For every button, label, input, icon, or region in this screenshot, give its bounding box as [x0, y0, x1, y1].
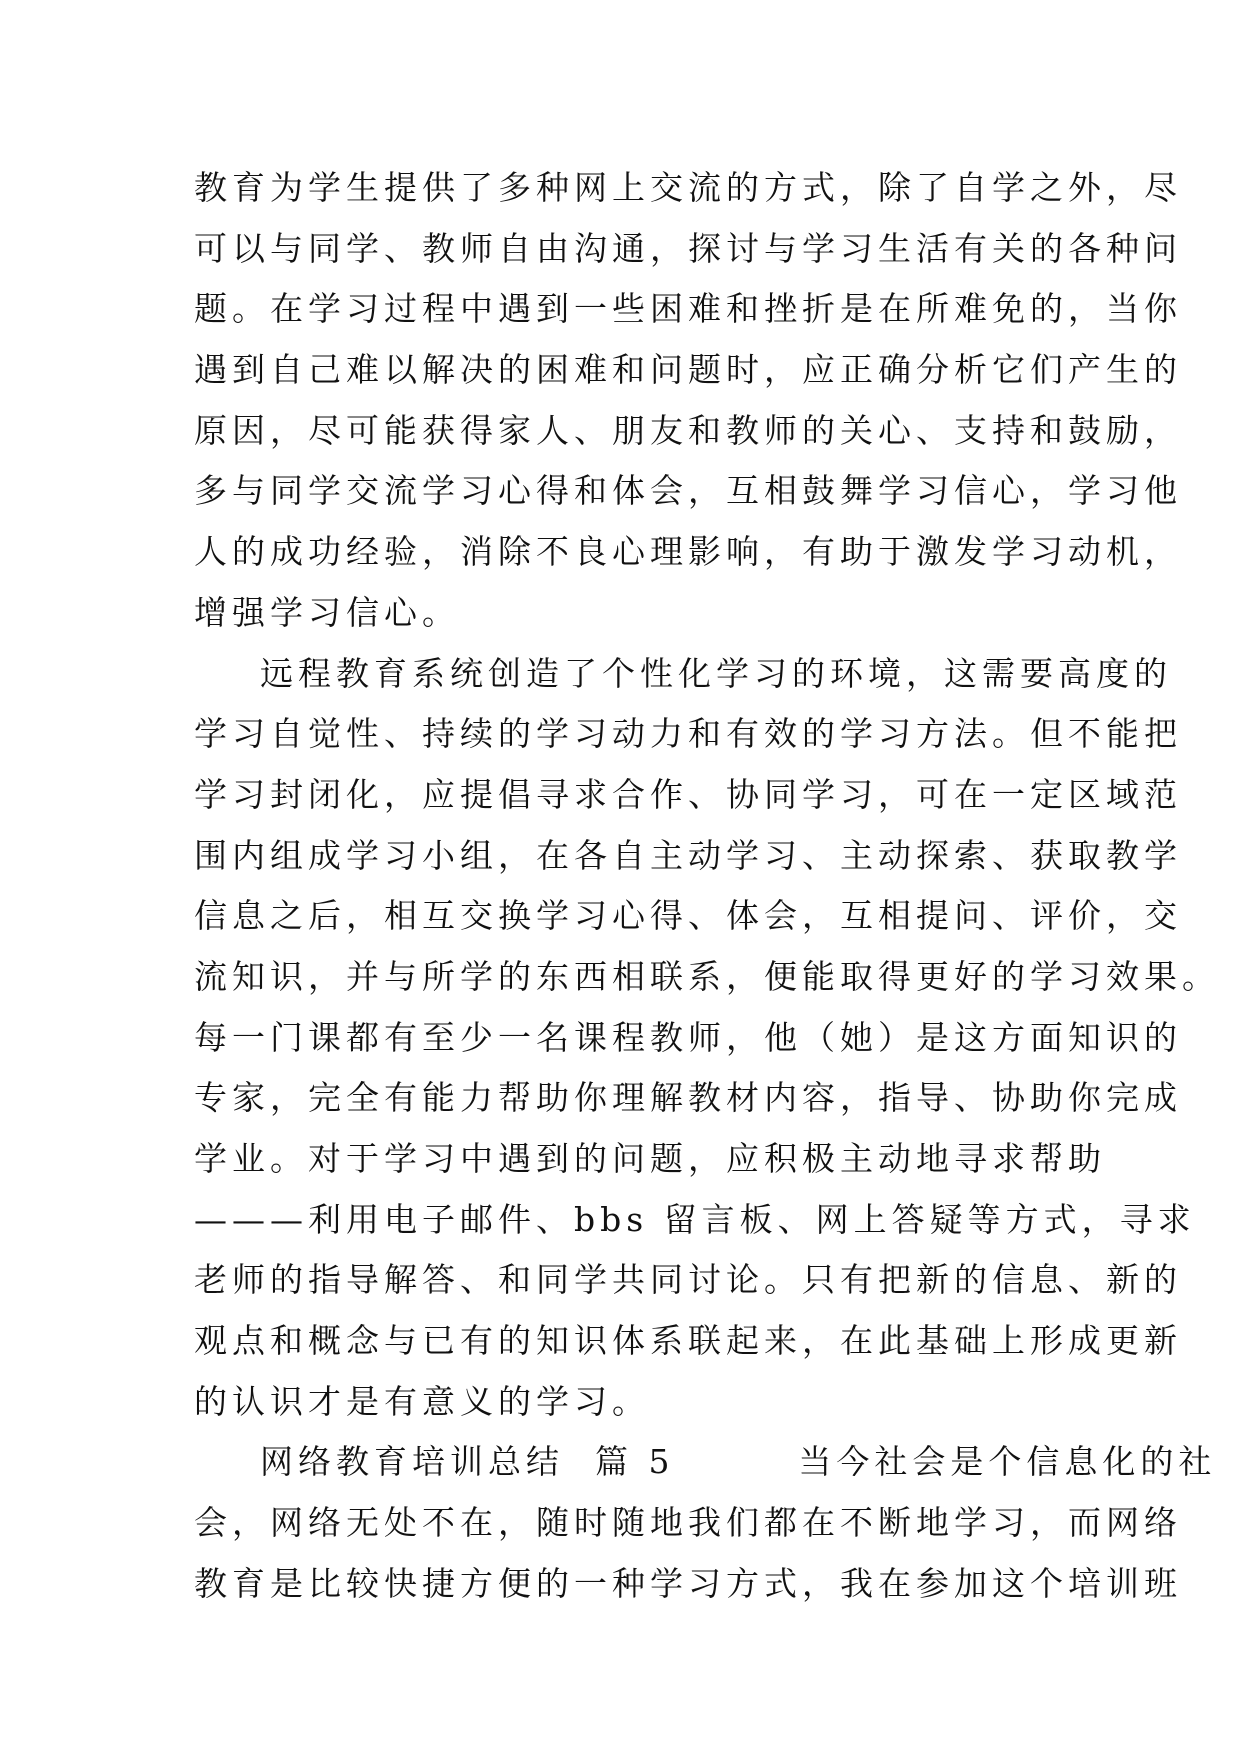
text-line: 原因，尽可能获得家人、朋友和教师的关心、支持和鼓励，	[194, 410, 1182, 450]
text-line: 围内组成学习小组，在各自主动学习、主动探索、获取教学	[194, 835, 1182, 875]
text-line: 专家，完全有能力帮助你理解教材内容，指导、协助你完成	[194, 1078, 1182, 1118]
text-line: 学习封闭化，应提倡寻求合作、协同学习，可在一定区域范	[194, 774, 1182, 814]
text-line: 会，网络无处不在，随时随地我们都在不断地学习，而网络	[194, 1503, 1182, 1543]
text-line: 老师的指导解答、和同学共同讨论。只有把新的信息、新的	[194, 1260, 1182, 1300]
text-line: 题。在学习过程中遇到一些困难和挫折是在所难免的，当你	[194, 289, 1182, 329]
text-line: 教育是比较快捷方便的一种学习方式，我在参加这个培训班	[194, 1563, 1182, 1603]
text-line: 多与同学交流学习心得和体会，互相鼓舞学习信心，学习他	[194, 471, 1182, 511]
text-line: 观点和概念与已有的知识体系联起来，在此基础上形成更新	[194, 1321, 1182, 1361]
text-line: 学业。对于学习中遇到的问题，应积极主动地寻求帮助	[194, 1139, 1106, 1178]
text-line: 的认识才是有意义的学习。	[194, 1381, 650, 1421]
text-line: 教育为学生提供了多种网上交流的方式，除了自学之外，尽	[194, 168, 1182, 207]
text-line: 人的成功经验，消除不良心理影响，有助于激发学习动机，	[194, 532, 1182, 572]
text-line: ———利用电子邮件、bbs 留言板、网上答疑等方式，寻求	[194, 1199, 1196, 1239]
paragraph-first-line: 远程教育系统创造了个性化学习的环境，这需要高度的	[260, 653, 1172, 693]
body-text	[194, 158, 1220, 1615]
text-line: 遇到自己难以解决的困难和问题时，应正确分析它们产生的	[194, 350, 1182, 390]
text-line: 信息之后，相互交换学习心得、体会，互相提问、评价，交	[194, 896, 1182, 936]
text-line: 学习自觉性、持续的学习动力和有效的学习方法。但不能把	[194, 714, 1182, 754]
text-line: 流知识，并与所学的东西相联系，便能取得更好的学习效果。	[194, 956, 1220, 996]
text-line: 增强学习信心。	[194, 592, 460, 632]
text-line: 每一门课都有至少一名课程教师，他（她）是这方面知识的	[194, 1017, 1182, 1057]
section-heading-line: 网络教育培训总结 篇 5 当今社会是个信息化的社	[260, 1442, 1217, 1482]
text-line: 可以与同学、教师自由沟通，探讨与学习生活有关的各种问	[194, 228, 1182, 268]
